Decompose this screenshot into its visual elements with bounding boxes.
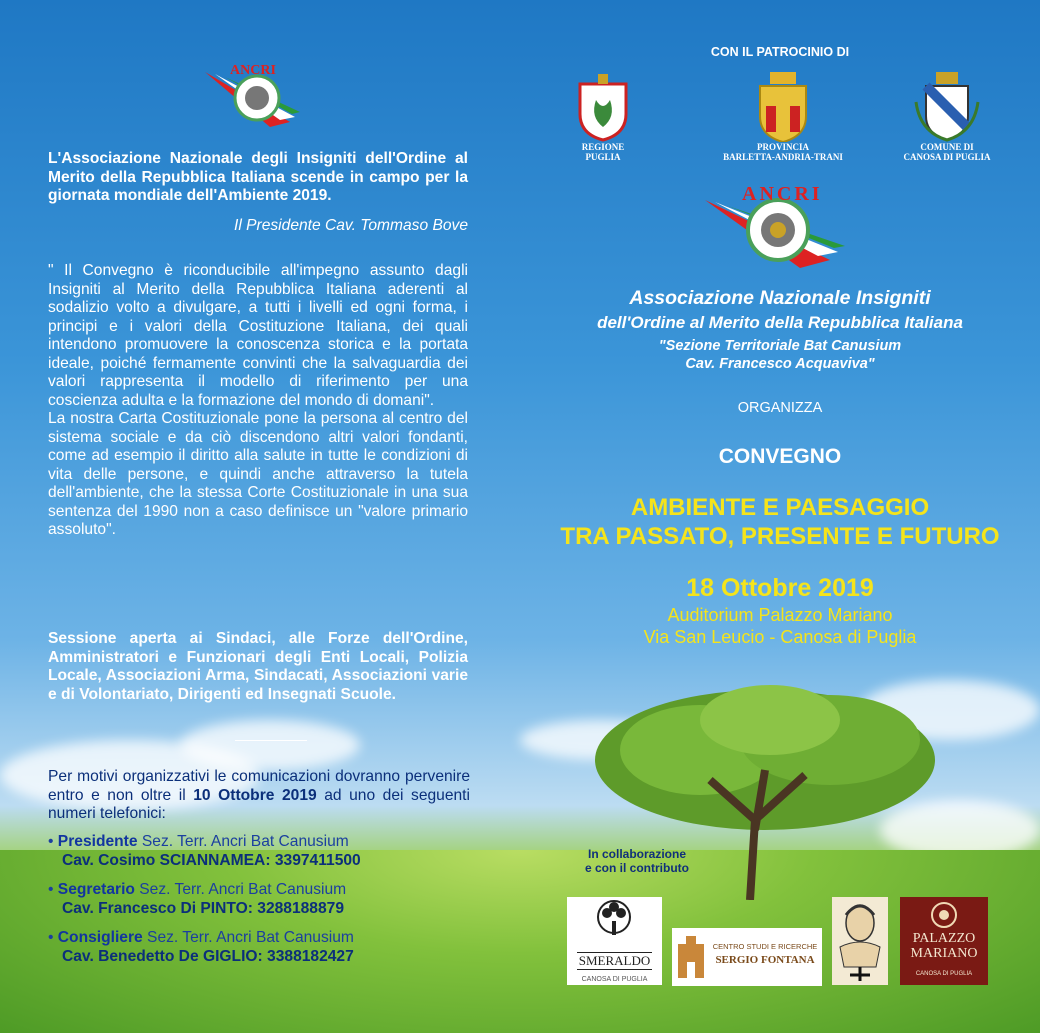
event-date: 18 Ottobre 2019 (686, 574, 874, 602)
contact-name-phone: Cav. Benedetto De GIGLIO: 3388182427 (62, 948, 354, 965)
organizza-label: ORGANIZZA (737, 400, 823, 416)
ancri-logo-large (700, 180, 860, 280)
section-name (560, 337, 1000, 373)
patron-label-line: BARLETTA-ANDRIA-TRANI (723, 152, 843, 162)
venue-line: Auditorium Palazzo Mariano (667, 605, 893, 625)
patron-label-line: COMUNE DI (920, 142, 974, 152)
event-title-line: AMBIENTE E PAESAGGIO (630, 494, 930, 521)
section-line: Cav. Francesco Acquaviva" (685, 356, 875, 372)
notice-deadline: 10 Ottobre 2019 (193, 786, 317, 804)
patron-label-line: PUGLIA (585, 152, 621, 162)
palazzo-mariano-logo (900, 897, 988, 985)
patron-label (872, 142, 1022, 162)
fontana-line2: SERGIO FONTANA (715, 954, 815, 966)
patron-label-line: CANOSA DI PUGLIA (903, 152, 991, 162)
session-text: Sessione aperta ai Sindaci, alle Forze dell'Ordine, Amministratori e Funzionari degli Enti Locali, Polizia Locale, Associazioni Arma, Sindacati, Associazioni varie e di Volontariato, Dirigenti ed Insegnati Scuole. (48, 630, 468, 703)
smeraldo-logo (567, 897, 662, 985)
collaboration-label (572, 847, 702, 875)
collab-line: In collaborazione (587, 847, 686, 861)
event-title (520, 493, 1040, 551)
venue-line: Via San Leucio - Canosa di Puglia (643, 627, 917, 647)
palazzo-line: PALAZZO (912, 931, 976, 946)
president-signature: Il Presidente Cav. Tommaso Bove (233, 217, 468, 234)
notice-text (48, 768, 470, 824)
dancer-figure-icon (832, 897, 888, 985)
ancri-logo-small (200, 62, 315, 137)
ancri-logo-text: ANCRI (742, 183, 823, 205)
event-venue (560, 604, 1000, 648)
svg-text:ANCRI: ANCRI (230, 63, 276, 78)
patron-label (528, 142, 678, 162)
contact-item: • Presidente Sez. Terr. Ancri Bat Canusium Cav. Cosimo SCIANNAMEA: 3397411500 (48, 833, 361, 869)
building-icon (676, 934, 706, 980)
contact-item: • Consigliere Sez. Terr. Ancri Bat Canusium Cav. Benedetto De GIGLIO: 3388182427 (48, 929, 354, 965)
contact-role: Consigliere (57, 929, 143, 946)
contact-role: Segretario (57, 881, 135, 898)
event-title-line: TRA PASSATO, PRESENTE E FUTURO (560, 523, 1000, 550)
association-name: Associazione Nazionale Insigniti (629, 287, 931, 309)
intro-text: L'Associazione Nazionale degli Insigniti dell'Ordine al Merito della Repubblica Italiana scende in campo per la giornata mondiale dell'Ambiente 2019. (48, 150, 468, 204)
contact-section: Sez. Terr. Ancri Bat Canusium (134, 881, 347, 898)
smeraldo-name: SMERALDO (578, 953, 651, 968)
constitution-paragraph: La nostra Carta Costituzionale pone la persona al centro del sistema sociale e da ciò discendono altri valori fondanti, come ad esempio il diritto alla salute in tutte le condizioni di vita delle persone, e quindi anche attraverso la tutela dell'ambiente, che la stessa Corte Costituzionale in una sua sentenza del 1990 non a caso definisce un "valore primario assoluto". (48, 410, 468, 538)
fontana-logo (672, 928, 822, 986)
notice-post: ad uno dei seguenti numeri telefonici: (48, 786, 470, 822)
patron-label (708, 142, 858, 162)
regione-puglia-crest-icon (568, 72, 638, 142)
contact-section: Sez. Terr. Ancri Bat Canusium (137, 833, 349, 850)
provincia-bat-crest-icon (748, 72, 818, 142)
contact-name-phone: Cav. Francesco Di PINTO: 3288188879 (62, 900, 344, 917)
contact-list (48, 832, 478, 976)
seal-icon (930, 901, 958, 929)
convegno-label: CONVEGNO (718, 445, 842, 468)
patronage-heading: CON IL PATROCINIO DI (710, 45, 850, 59)
cloud (180, 720, 360, 770)
quote-paragraph: " Il Convegno è riconducibile all'impegno assunto dagli Insigniti al Merito della Repubblica Italiana aderenti al sodalizio volto a divulgare, a tutti i livelli ed ogni forma, i principi e i valori della Costituzione Italiana, dei quali intendono promuovere la conoscenza storica e la portata ideale, poiché fermamente convinti che la salvaguardia dei valori rappresenta il modello di riferimento per una coscienza adulta e la formazione del mondo di domani". (48, 262, 468, 409)
collab-line: e con il contributo (585, 861, 689, 875)
smeraldo-subtitle: CANOSA DI PUGLIA (581, 976, 648, 983)
palazzo-name (900, 931, 988, 961)
canosa-crest-icon (912, 72, 982, 142)
contact-name-phone: Cav. Cosimo SCIANNAMEA: 3397411500 (62, 852, 361, 869)
tree-logo-icon (567, 897, 662, 947)
patron-label-line: REGIONE (581, 142, 625, 152)
contact-item: • Segretario Sez. Terr. Ancri Bat Canusium Cav. Francesco Di PINTO: 3288188879 (48, 881, 347, 917)
notice-pre: Per motivi organizzativi le comunicazioni dovranno pervenire entro e non oltre il (48, 768, 470, 804)
quote-text (48, 262, 468, 540)
divider (235, 740, 307, 741)
palazzo-line: MARIANO (910, 946, 978, 961)
patron-label-line: PROVINCIA (756, 142, 809, 152)
fontana-line1: CENTRO STUDI E RICERCHE (712, 942, 818, 951)
palazzo-subtitle: CANOSA DI PUGLIA (915, 971, 973, 977)
contact-section: Sez. Terr. Ancri Bat Canusium (142, 929, 354, 946)
association-subtitle: dell'Ordine al Merito della Repubblica Italiana (597, 313, 963, 332)
contact-role: Presidente (57, 833, 138, 850)
section-line: "Sezione Territoriale Bat Canusium (658, 338, 902, 354)
dancer-logo (832, 897, 888, 985)
